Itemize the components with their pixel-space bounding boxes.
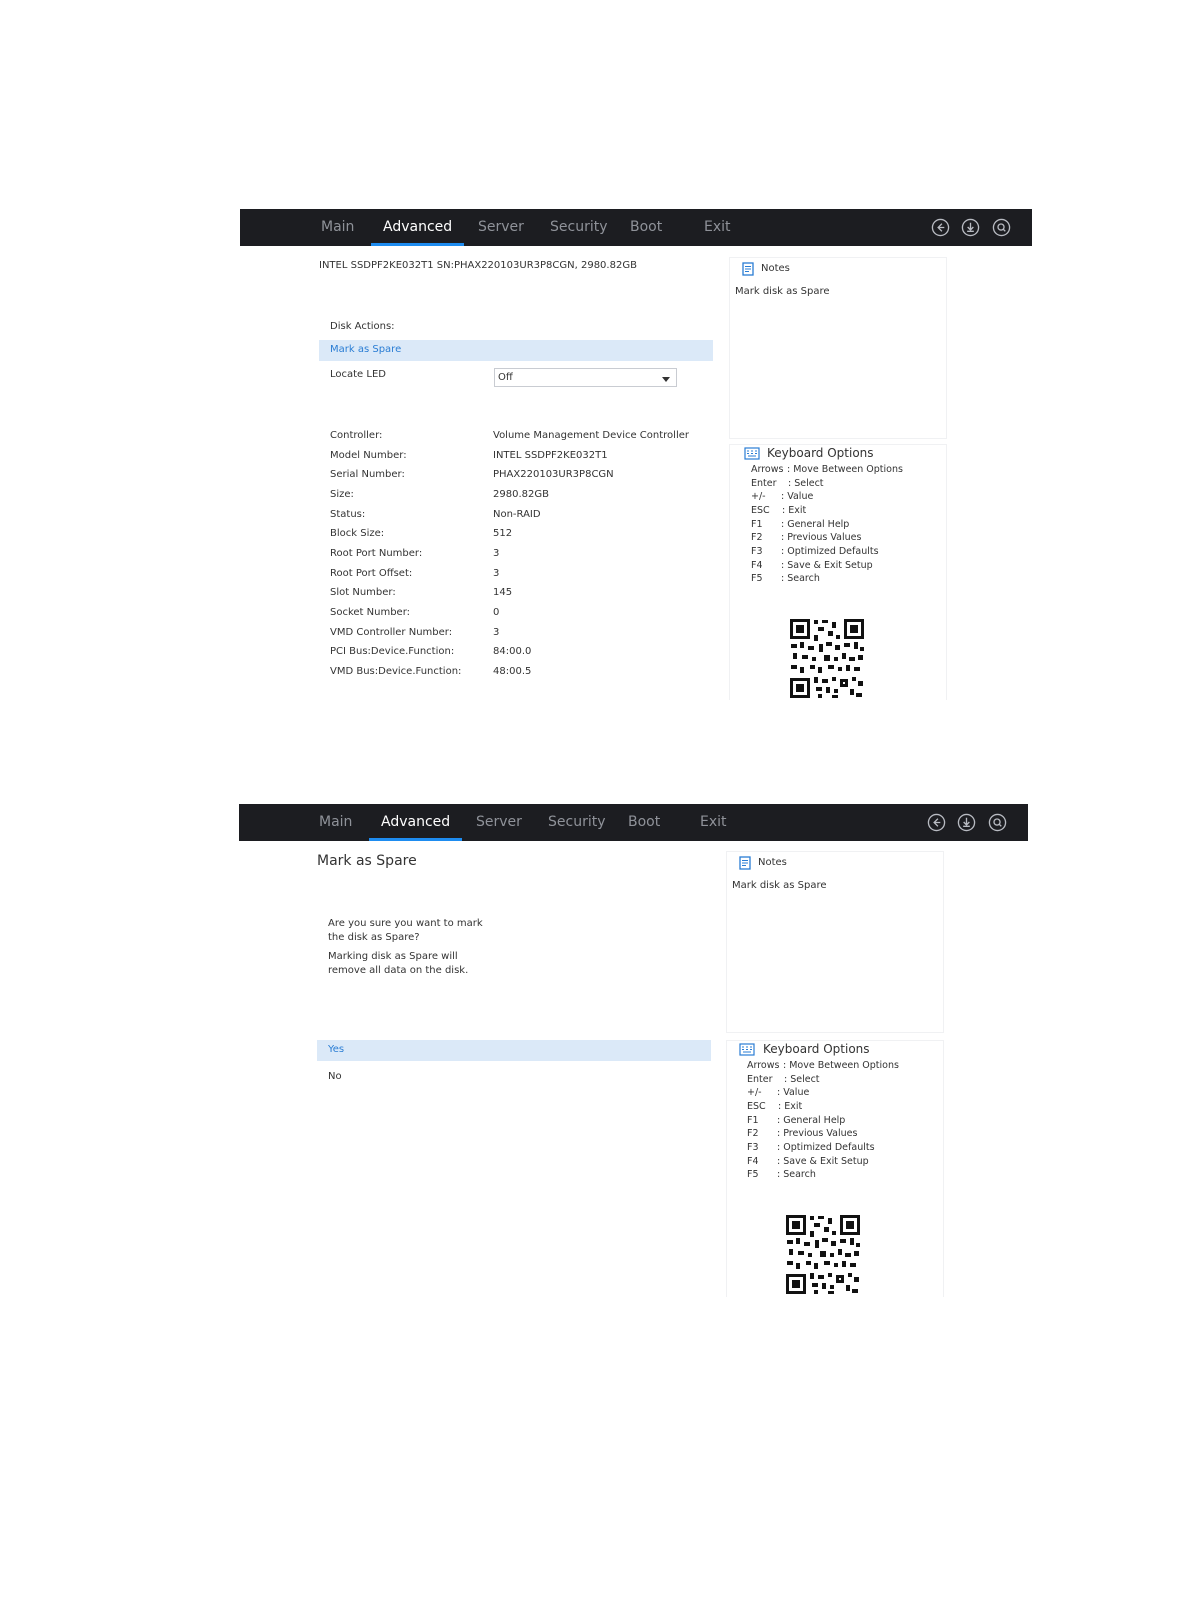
key-desc: : Save & Exit Setup xyxy=(781,560,873,571)
info-label: Block Size: xyxy=(330,528,385,539)
mark-as-spare-label: Mark as Spare xyxy=(330,344,402,355)
key-desc: : Select xyxy=(784,1074,820,1085)
mark-as-spare-item[interactable] xyxy=(319,340,713,361)
notes-panel xyxy=(729,257,947,439)
info-value: INTEL SSDPF2KE032T1 xyxy=(493,450,608,461)
key-desc: : Exit xyxy=(778,1101,803,1112)
key-name: F2 xyxy=(747,1128,759,1139)
key-name: F3 xyxy=(751,546,763,557)
tab-main[interactable]: Main xyxy=(319,814,353,830)
key-desc: : Search xyxy=(781,573,820,584)
key-desc: : General Help xyxy=(781,519,850,530)
notes-text: Mark disk as Spare xyxy=(735,286,830,297)
info-value: 2980.82GB xyxy=(493,489,549,500)
info-label: Status: xyxy=(330,509,366,520)
key-desc: : Move Between Options xyxy=(787,464,903,475)
notes-text: Mark disk as Spare xyxy=(732,880,827,891)
info-label: Slot Number: xyxy=(330,587,396,598)
tab-server[interactable]: Server xyxy=(478,219,524,235)
info-value: 0 xyxy=(493,607,500,618)
info-value: 512 xyxy=(493,528,513,539)
chevron-down-icon xyxy=(662,377,670,382)
keyboard-options-title: Keyboard Options xyxy=(767,446,874,460)
tab-boot[interactable]: Boot xyxy=(630,219,663,235)
key-name: ESC xyxy=(751,505,770,516)
tab-advanced[interactable]: Advanced xyxy=(381,804,450,841)
key-desc: : Select xyxy=(788,478,824,489)
keyboard-icon xyxy=(739,1043,755,1056)
key-name: Arrows xyxy=(747,1060,780,1071)
info-value: 3 xyxy=(493,548,500,559)
info-value: 48:00.5 xyxy=(493,666,532,677)
locate-led-label: Locate LED xyxy=(330,369,386,380)
yes-option[interactable] xyxy=(317,1040,711,1061)
info-value: 145 xyxy=(493,587,513,598)
tab-exit[interactable]: Exit xyxy=(704,219,731,235)
info-label: Root Port Number: xyxy=(330,548,423,559)
keyboard-icon xyxy=(744,447,760,460)
tab-boot[interactable]: Boot xyxy=(628,814,661,830)
search-icon[interactable] xyxy=(988,813,1007,832)
tab-exit[interactable]: Exit xyxy=(700,814,727,830)
key-name: Enter xyxy=(747,1074,773,1085)
key-name: Enter xyxy=(751,478,777,489)
key-name: +/- xyxy=(751,491,766,502)
yes-label: Yes xyxy=(328,1044,345,1055)
disk-actions-label: Disk Actions: xyxy=(330,321,395,332)
info-value: PHAX220103UR3P8CGN xyxy=(493,469,614,480)
notes-icon xyxy=(742,262,754,276)
key-name: F2 xyxy=(751,532,763,543)
keyboard-options-panel xyxy=(729,444,947,700)
key-name: F1 xyxy=(747,1115,759,1126)
confirm-question-line2: the disk as Spare? xyxy=(328,932,420,943)
info-label: Size: xyxy=(330,489,354,500)
info-label: Controller: xyxy=(330,430,383,441)
key-name: F1 xyxy=(751,519,763,530)
bios-screen-disk-info xyxy=(240,209,1032,699)
tab-security[interactable]: Security xyxy=(548,814,606,830)
back-icon[interactable] xyxy=(927,813,946,832)
key-name: +/- xyxy=(747,1087,762,1098)
locate-led-value: Off xyxy=(498,372,513,383)
info-label: PCI Bus:Device.Function: xyxy=(330,646,455,657)
top-nav-bar xyxy=(240,209,1032,246)
info-value: 3 xyxy=(493,627,500,638)
back-icon[interactable] xyxy=(931,218,950,237)
key-desc: : Search xyxy=(777,1169,816,1180)
info-value: 3 xyxy=(493,568,500,579)
info-value: Volume Management Device Controller xyxy=(493,430,689,441)
tab-server[interactable]: Server xyxy=(476,814,522,830)
search-icon[interactable] xyxy=(992,218,1011,237)
key-name: F5 xyxy=(751,573,763,584)
info-value: 84:00.0 xyxy=(493,646,532,657)
confirm-question-line1: Are you sure you want to mark xyxy=(328,918,483,929)
info-label: Socket Number: xyxy=(330,607,411,618)
info-label: Serial Number: xyxy=(330,469,405,480)
key-name: Arrows xyxy=(751,464,784,475)
save-icon[interactable] xyxy=(961,218,980,237)
dialog-title: Mark as Spare xyxy=(317,853,417,869)
info-label: VMD Controller Number: xyxy=(330,627,453,638)
key-desc: : Previous Values xyxy=(781,532,862,543)
save-icon[interactable] xyxy=(957,813,976,832)
info-value: Non-RAID xyxy=(493,509,541,520)
notes-icon xyxy=(739,856,751,870)
info-label: Root Port Offset: xyxy=(330,568,413,579)
qr-code-graphic xyxy=(784,1213,862,1296)
key-name: F4 xyxy=(751,560,763,571)
info-label: VMD Bus:Device.Function: xyxy=(330,666,462,677)
qr-code xyxy=(788,617,866,700)
key-name: F4 xyxy=(747,1156,759,1167)
key-desc: : Move Between Options xyxy=(783,1060,899,1071)
disk-title: INTEL SSDPF2KE032T1 SN:PHAX220103UR3P8CGN, 2980.82GB xyxy=(319,260,637,271)
top-nav-bar xyxy=(239,804,1028,841)
tab-security[interactable]: Security xyxy=(550,219,608,235)
tab-advanced[interactable]: Advanced xyxy=(383,209,452,246)
key-name: F5 xyxy=(747,1169,759,1180)
key-name: ESC xyxy=(747,1101,766,1112)
warning-line1: Marking disk as Spare will xyxy=(328,951,458,962)
qr-code xyxy=(784,1213,862,1297)
key-desc: : Previous Values xyxy=(777,1128,858,1139)
notes-title: Notes xyxy=(761,263,790,274)
qr-code-graphic xyxy=(788,617,866,700)
key-desc: : Optimized Defaults xyxy=(777,1142,875,1153)
key-desc: : General Help xyxy=(777,1115,846,1126)
info-label: Model Number: xyxy=(330,450,407,461)
key-desc: : Value xyxy=(781,491,814,502)
key-desc: : Exit xyxy=(782,505,807,516)
warning-line2: remove all data on the disk. xyxy=(328,965,469,976)
notes-panel xyxy=(726,851,944,1033)
notes-title: Notes xyxy=(758,857,787,868)
locate-led-select[interactable] xyxy=(494,368,677,387)
no-option[interactable]: No xyxy=(328,1071,342,1082)
keyboard-options-title: Keyboard Options xyxy=(763,1042,870,1056)
keyboard-options-panel xyxy=(726,1040,944,1297)
key-desc: : Value xyxy=(777,1087,810,1098)
tab-main[interactable]: Main xyxy=(321,219,355,235)
bios-screen-mark-as-spare xyxy=(239,804,1028,1296)
key-desc: : Save & Exit Setup xyxy=(777,1156,869,1167)
key-desc: : Optimized Defaults xyxy=(781,546,879,557)
key-name: F3 xyxy=(747,1142,759,1153)
